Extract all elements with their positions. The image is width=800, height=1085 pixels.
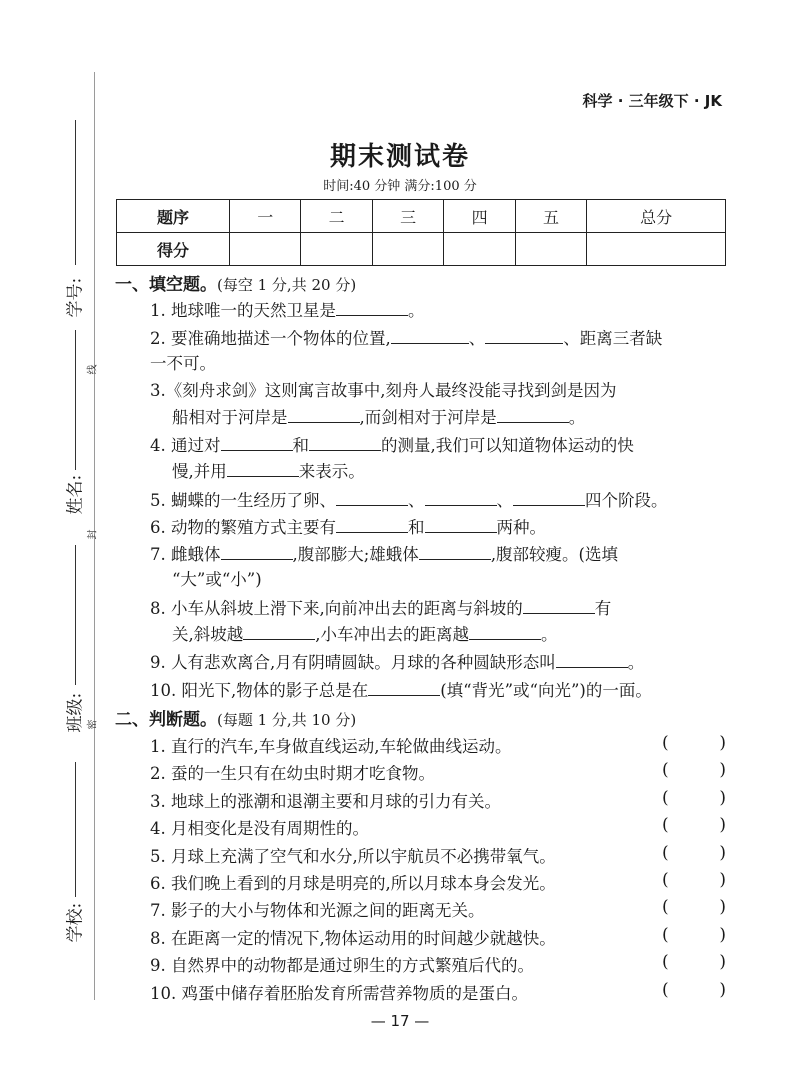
fill-question-2-cont: 一不可。 — [150, 354, 216, 373]
judge-answer-7[interactable] — [662, 897, 726, 917]
paren-open: ( — [662, 843, 669, 863]
col-total: 总分 — [587, 200, 726, 233]
paren-open: ( — [662, 788, 669, 808]
q2-text-2: 、距离三者缺 — [563, 329, 663, 348]
judge-answer-9[interactable] — [662, 952, 726, 972]
q9-end: 。 — [627, 653, 645, 672]
score-cell-5[interactable] — [515, 233, 586, 266]
school-line — [75, 762, 76, 897]
judge-item-3: 3. 地球上的涨潮和退潮主要和月球的引力有关。 — [150, 792, 501, 811]
q1-end: 。 — [408, 301, 425, 320]
score-label: 得分 — [117, 233, 230, 266]
q2-text: 2. 要准确地描述一个物体的位置, — [150, 329, 391, 348]
score-cell-4[interactable] — [444, 233, 515, 266]
judge-item-2: 2. 蚕的一生只有在幼虫时期才吃食物。 — [150, 764, 435, 783]
paren-open: ( — [662, 952, 669, 972]
class-label: 班级: — [65, 692, 86, 733]
q8-end: 。 — [541, 625, 558, 644]
q10-end: (填“背光”或“向光”)的一面。 — [440, 681, 652, 700]
q2-blank-2[interactable] — [485, 325, 563, 344]
judge-item-10: 10. 鸡蛋中储存着胚胎发育所需营养物质的是蛋白。 — [150, 984, 528, 1003]
paren-close: ) — [719, 897, 726, 917]
q5-blank-3[interactable] — [513, 487, 585, 506]
fill-question-2 — [150, 325, 662, 352]
q7-text-2: ,腹部膨大;雄蛾体 — [292, 545, 419, 564]
q4-and: 和 — [292, 436, 309, 455]
paren-open: ( — [662, 870, 669, 890]
q4-cont-text: 慢,并用 — [172, 462, 227, 481]
q4-blank-3[interactable] — [227, 458, 299, 477]
judge-answer-5[interactable] — [662, 843, 726, 863]
paren-close: ) — [719, 815, 726, 835]
section-true-false-note: (每题 1 分,共 10 分) — [217, 711, 357, 729]
judge-item-1: 1. 直行的汽车,车身做直线运动,车轮做曲线运动。 — [150, 737, 512, 756]
paren-close: ) — [719, 733, 726, 753]
fill-question-3: 3.《刻舟求剑》这则寓言故事中,刻舟人最终没能寻找到剑是因为 — [150, 381, 617, 400]
exam-time-score: 时间:40 分钟 满分:100 分 — [323, 179, 477, 194]
fill-question-9 — [150, 649, 644, 676]
q5-sep-2: 、 — [496, 491, 513, 510]
q4-text-2: 的测量,我们可以知道物体运动的快 — [381, 436, 634, 455]
q5-blank-1[interactable] — [336, 487, 408, 506]
col-2: 二 — [301, 200, 372, 233]
q2-sep: 、 — [468, 329, 486, 348]
name-label: 姓名: — [65, 474, 86, 515]
paren-close: ) — [719, 760, 726, 780]
paren-close: ) — [719, 980, 726, 1000]
q10-blank[interactable] — [368, 677, 440, 696]
q4-blank-2[interactable] — [309, 432, 381, 451]
paren-open: ( — [662, 925, 669, 945]
class-line — [75, 545, 76, 685]
q3-blank-2[interactable] — [497, 404, 569, 423]
student-id-label: 学号: — [65, 277, 86, 318]
q9-text: 9. 人有悲欢离合,月有阴晴圆缺。月球的各种圆缺形态叫 — [150, 653, 556, 672]
q8-text: 8. 小车从斜坡上滑下来,向前冲出去的距离与斜坡的 — [150, 599, 523, 618]
judge-item-8: 8. 在距离一定的情况下,物体运动用的时间越少就越快。 — [150, 929, 556, 948]
paren-close: ) — [719, 870, 726, 890]
q8-blank-1[interactable] — [523, 595, 595, 614]
paren-open: ( — [662, 897, 669, 917]
q5-sep-1: 、 — [408, 491, 425, 510]
section-fill-blank-heading — [115, 270, 356, 295]
section-true-false-title: 二、判断题。 — [115, 710, 217, 730]
fill-question-4 — [150, 432, 634, 459]
fill-question-6 — [150, 514, 546, 541]
secret-mark: 密 — [87, 719, 99, 730]
q1-text: 1. 地球唯一的天然卫星是 — [150, 301, 336, 320]
fill-question-10 — [150, 677, 652, 704]
paren-open: ( — [662, 815, 669, 835]
q3-cont-text-2: ,而剑相对于河岸是 — [359, 408, 497, 427]
fill-question-5 — [150, 487, 668, 514]
judge-answer-4[interactable] — [662, 815, 726, 835]
school-label: 学校: — [65, 902, 86, 943]
q5-blank-2[interactable] — [425, 487, 497, 506]
seal-mark: 封 — [87, 529, 99, 540]
judge-item-4: 4. 月相变化是没有周期性的。 — [150, 819, 369, 838]
paren-open: ( — [662, 733, 669, 753]
q7-blank-2[interactable] — [419, 541, 491, 560]
q4-end: 来表示。 — [298, 462, 365, 481]
q5-end: 四个阶段。 — [585, 491, 668, 510]
page-title: 期末测试卷 — [329, 142, 470, 172]
q6-text: 6. 动物的繁殖方式主要有 — [150, 518, 336, 537]
score-table — [116, 199, 726, 266]
section-true-false-heading — [115, 705, 356, 730]
q4-blank-1[interactable] — [221, 432, 293, 451]
fill-question-4-cont — [172, 458, 365, 485]
subject-grade-tag: 科学 · 三年级下 · JK — [582, 92, 722, 110]
section-fill-blank-note: (每空 1 分,共 20 分) — [217, 276, 357, 294]
score-table-row-header — [117, 200, 726, 233]
judge-answer-6[interactable] — [662, 870, 726, 890]
judge-item-5: 5. 月球上充满了空气和水分,所以宇航员不必携带氧气。 — [150, 847, 556, 866]
q1-blank[interactable] — [336, 297, 408, 316]
fill-question-7 — [150, 541, 618, 568]
fill-question-8-cont — [172, 621, 558, 648]
score-cell-3[interactable] — [372, 233, 443, 266]
q8-blank-2[interactable] — [243, 621, 315, 640]
paren-close: ) — [719, 925, 726, 945]
q6-blank-1[interactable] — [336, 514, 408, 533]
name-line — [75, 330, 76, 470]
paren-open: ( — [662, 760, 669, 780]
score-cell-1[interactable] — [230, 233, 301, 266]
score-cell-2[interactable] — [301, 233, 372, 266]
q7-text-3: ,腹部较瘦。(选填 — [490, 545, 618, 564]
judge-item-7: 7. 影子的大小与物体和光源之间的距离无关。 — [150, 901, 485, 920]
col-4: 四 — [444, 200, 515, 233]
section-fill-blank-title: 一、填空题。 — [115, 275, 217, 295]
q7-text: 7. 雌蛾体 — [150, 545, 221, 564]
q8-blank-3[interactable] — [469, 621, 541, 640]
col-5: 五 — [515, 200, 586, 233]
q3-blank-1[interactable] — [288, 404, 360, 423]
fill-question-8 — [150, 595, 611, 622]
paren-close: ) — [719, 952, 726, 972]
judge-answer-1[interactable] — [662, 733, 726, 753]
judge-answer-2[interactable] — [662, 760, 726, 780]
score-table-row-score — [117, 233, 726, 266]
paren-close: ) — [719, 788, 726, 808]
cut-line-mark: 线 — [87, 364, 99, 375]
paren-close: ) — [719, 843, 726, 863]
q4-text: 4. 通过对 — [150, 436, 221, 455]
q6-blank-2[interactable] — [425, 514, 497, 533]
fill-question-3-cont — [172, 404, 585, 431]
judge-answer-10[interactable] — [662, 980, 726, 1000]
q8-text-2: 有 — [594, 599, 612, 618]
col-1: 一 — [230, 200, 301, 233]
q2-blank-1[interactable] — [391, 325, 469, 344]
q8-cont-text: 关,斜坡越 — [172, 625, 244, 644]
fill-question-1 — [150, 297, 425, 324]
judge-answer-3[interactable] — [662, 788, 726, 808]
page-number: — 17 — — [370, 1012, 430, 1030]
q6-end: 两种。 — [496, 518, 546, 537]
score-cell-total[interactable] — [587, 233, 726, 266]
judge-answer-8[interactable] — [662, 925, 726, 945]
q3-end: 。 — [568, 408, 586, 427]
judge-item-9: 9. 自然界中的动物都是通过卵生的方式繁殖后代的。 — [150, 956, 534, 975]
judge-item-6: 6. 我们晚上看到的月球是明亮的,所以月球本身会发光。 — [150, 874, 556, 893]
q10-text: 10. 阳光下,物体的影子总是在 — [150, 681, 369, 700]
fill-question-7-cont: “大”或“小”) — [172, 570, 262, 589]
paren-open: ( — [662, 980, 669, 1000]
q7-blank-1[interactable] — [221, 541, 293, 560]
question-order-label: 题序 — [117, 200, 230, 233]
q8-cont-text-2: ,小车冲出去的距离越 — [315, 625, 469, 644]
q9-blank[interactable] — [556, 649, 628, 668]
q6-and: 和 — [408, 518, 425, 537]
q3-cont-text: 船相对于河岸是 — [172, 408, 288, 427]
col-3: 三 — [372, 200, 443, 233]
q5-text: 5. 蝴蝶的一生经历了卵、 — [150, 491, 336, 510]
